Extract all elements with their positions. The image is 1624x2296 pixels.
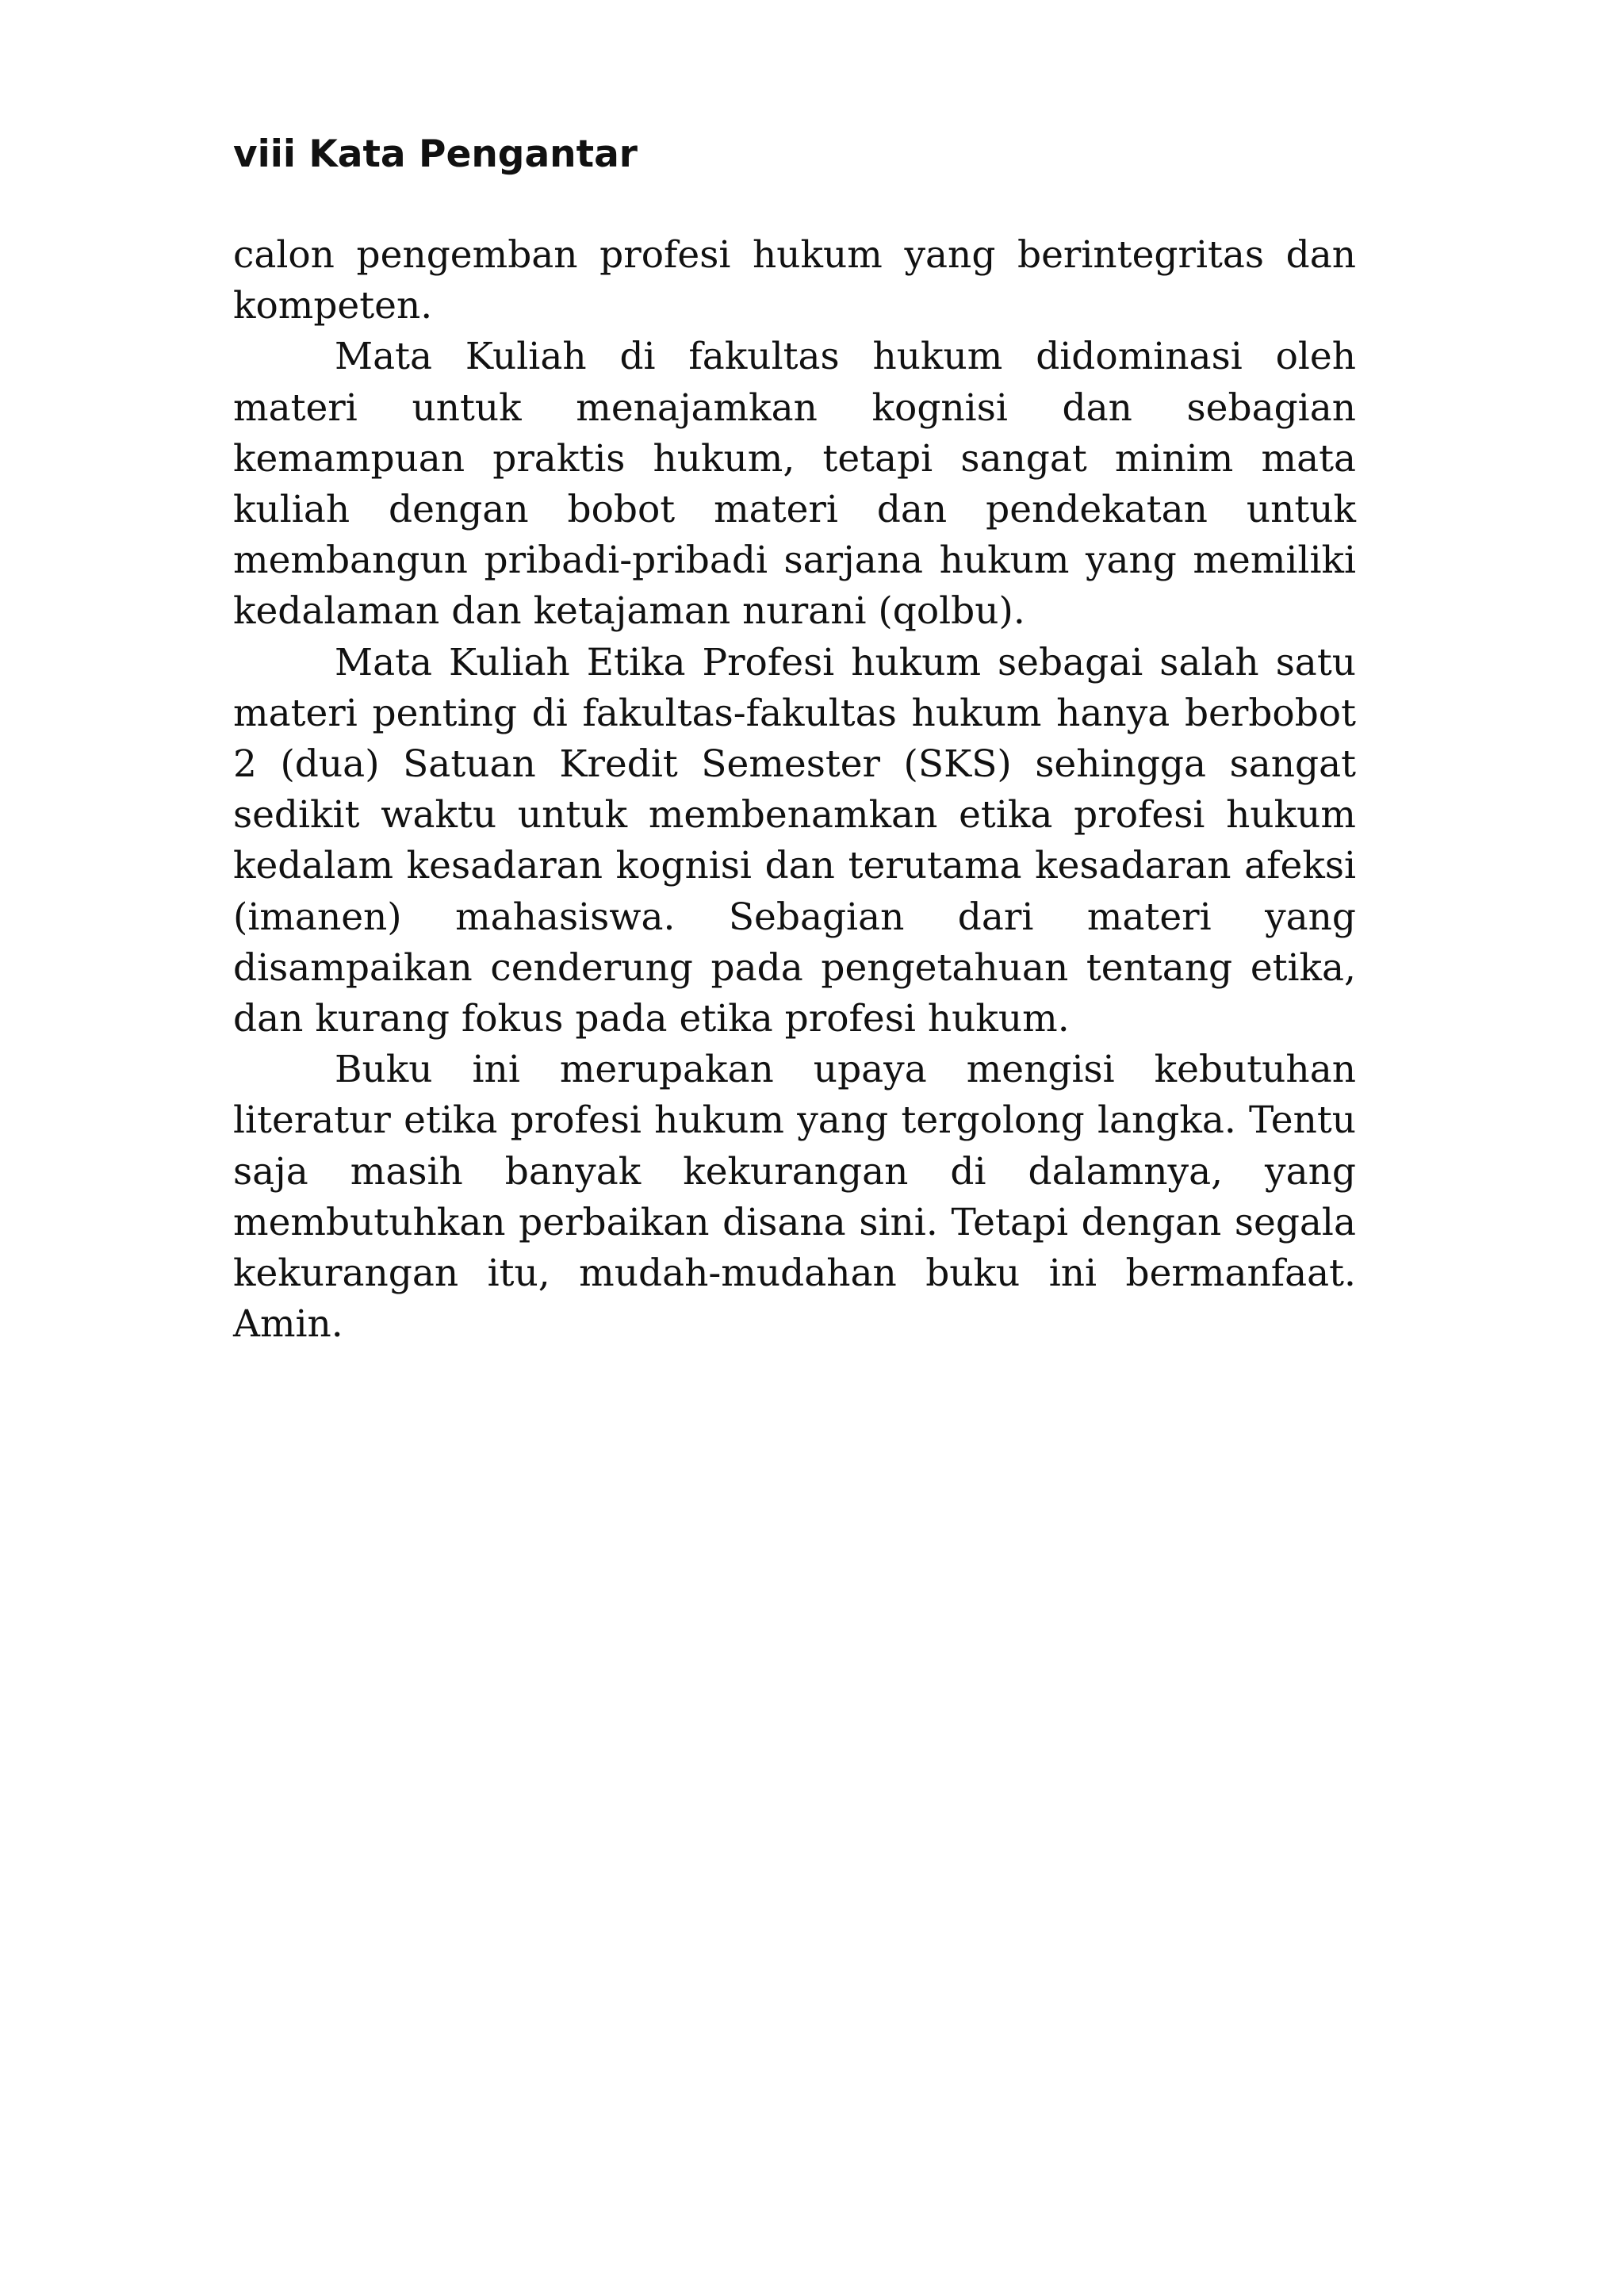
- paragraph-etika-profesi: Mata Kuliah Etika Profesi hukum sebagai salah satu materi penting di fakultas-fakultas hukum hanya berbobot 2 (dua) Satuan Kredit Semester (SKS) sehingga sangat sedikit waktu untuk membenamkan etika profesi hukum kedalam kesadaran kognisi dan terutama kesadaran afeksi (imanen) mahasiswa. Sebagian dari materi yang disampaikan cenderung pada pengetahuan tentang etika, dan kurang fokus pada etika profesi hukum.: [233, 640, 1356, 1041]
- paragraph-buku-ini: Buku ini merupakan upaya mengisi kebutuhan literatur etika profesi hukum yang tergolong langka. Tentu saja masih banyak kekurangan di dalamnya, yang membutuhkan perbaikan disana sini. Tetapi dengan segala kekurangan itu, mudah-mudahan buku ini bermanfaat. Amin.: [233, 1048, 1356, 1347]
- body-text: [233, 230, 1356, 1350]
- paragraph-mata-kuliah: Mata Kuliah di fakultas hukum didominasi oleh materi untuk menajamkan kognisi dan sebagian kemampuan praktis hukum, tetapi sangat minim mata kuliah dengan bobot materi dan pendekatan untuk membangun pribadi-pribadi sarjana hukum yang memiliki kedalaman dan ketajaman nurani (qolbu).: [233, 335, 1356, 634]
- paragraph-continuation: calon pengemban profesi hukum yang berintegritas dan kompeten.: [233, 233, 1356, 328]
- running-header: viii Kata Pengantar: [233, 132, 638, 176]
